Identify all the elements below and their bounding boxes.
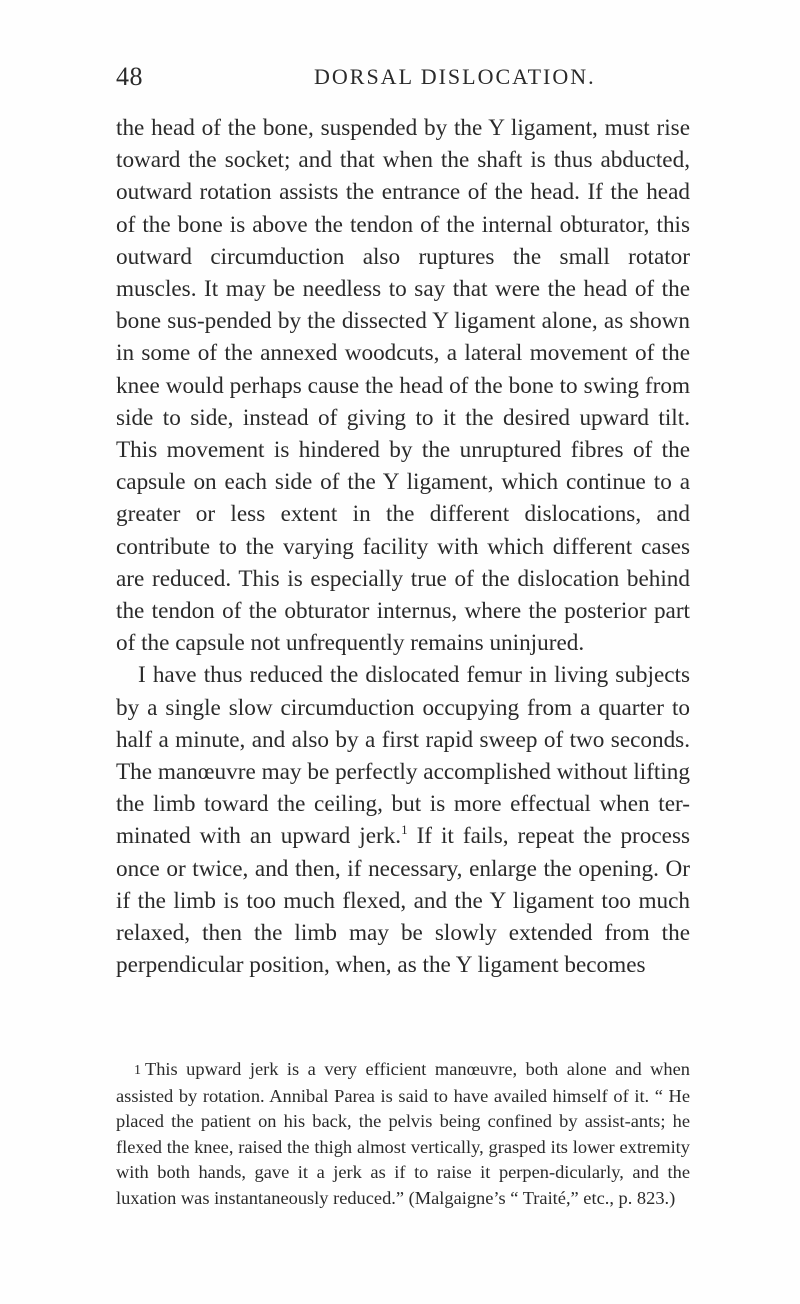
- footnote-marker: 1: [134, 1063, 141, 1078]
- running-head: DORSAL DISLOCATION.: [314, 64, 596, 89]
- paragraph-2-text-start: I have thus reduced the dislocated femur in living subjects by a single slow circumduction occupying from a quarter to half a minute, and also by a first rapid sweep of two seconds. The manœuvre may be perfectly accomplished without lifting the limb toward the ceiling, but is more effectual when ter-minated with an upward jerk.: [116, 662, 690, 850]
- paragraph-1: the head of the bone, suspended by the Y ligament, must rise toward the socket; and that when the shaft is thus abducted, outward rotation assists the entrance of the head. If the head of the bone is above the tendon of the internal obturator, this outward circumduction also ruptures the small rotator muscles. It may be needless to say that were the head of the bone sus-pended by the dissected Y ligament alone, as shown in some of the annexed woodcuts, a lateral movement of the knee would perhaps cause the head of the bone to swing from side to side, instead of giving to it the desired upward tilt. This movement is hindered by the unruptured fibres of the capsule on each side of the Y ligament, which continue to a greater or less extent in the different dislocations, and contribute to the varying facility with which different cases are reduced. This is especially true of the dislocation behind the tendon of the obturator internus, where the posterior part of the capsule not unfrequently remains uninjured.: [116, 115, 690, 657]
- paragraph-2-text-end: If it fails, repeat the process once or twice, and then, if necessary, enlarge the opening. Or if the limb is too much flexed, and the Y ligament too much relaxed, then the limb may be slowly extended from the perpendicular position, when, as the Y ligament becomes: [116, 823, 690, 979]
- page-number: 48: [116, 62, 143, 91]
- footnote-reference: 1: [401, 822, 408, 838]
- paragraph-2: [116, 659, 690, 981]
- page-header: [116, 62, 682, 98]
- footnote: [116, 1057, 690, 1211]
- footnote-text: This upward jerk is a very efficient manœuvre, both alone and when assisted by rotation. Annibal Parea is said to have availed himself of it. “ He placed the patient on his back, the pelvis being confined by assist-ants; he flexed the knee, raised the thigh almost vertically, grasped its lower extremity with both hands, gave it a jerk as if to raise it perpen-dicularly, and the luxation was instantaneously reduced.” (Malgaigne’s “ Traité,” etc., p. 823.): [116, 1059, 690, 1208]
- body-text: [116, 112, 690, 981]
